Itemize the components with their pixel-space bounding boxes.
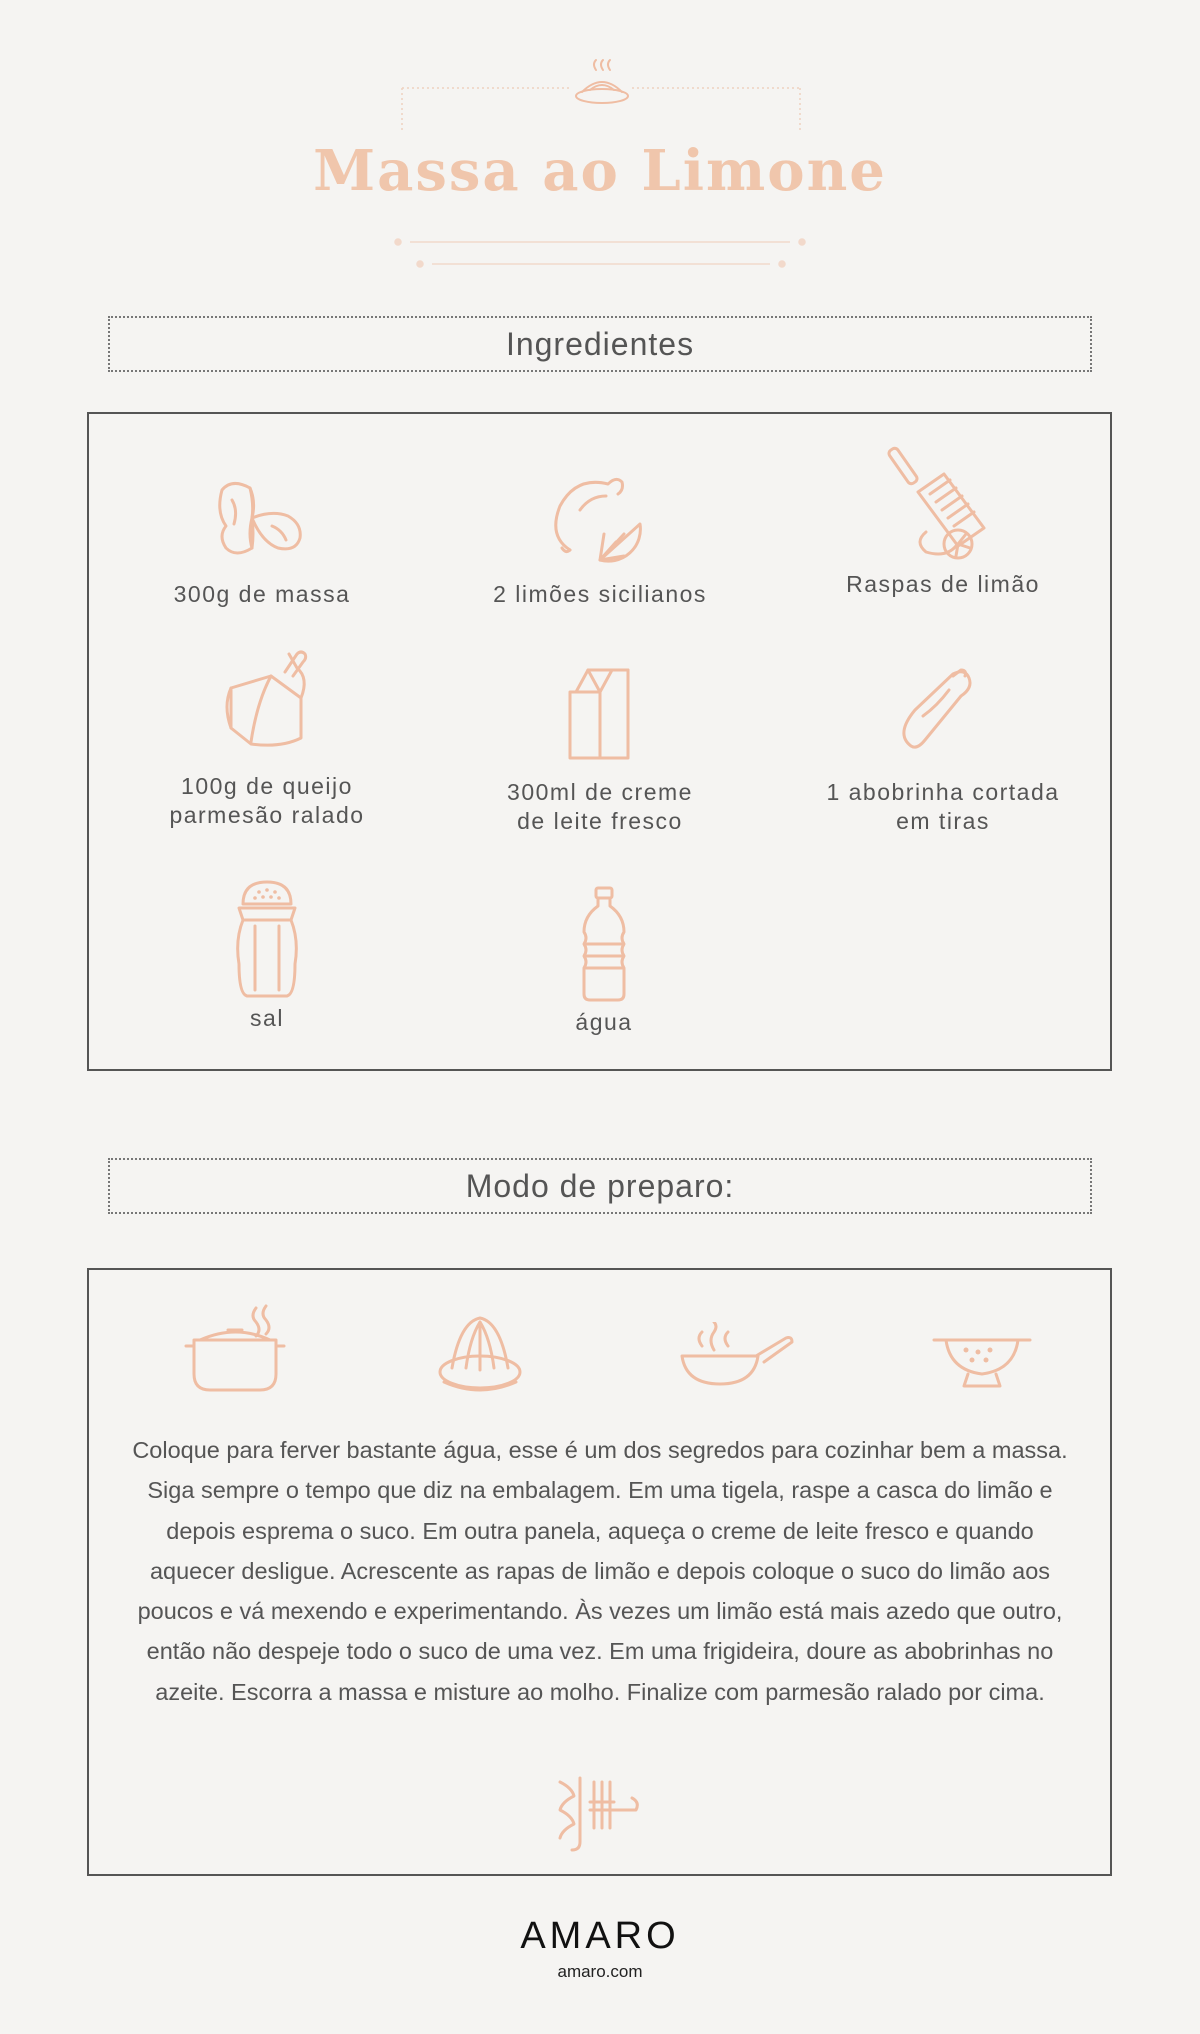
- frying-pan-icon: [678, 1322, 798, 1392]
- fork-pasta-icon: [554, 1774, 644, 1854]
- brand-logo: AMARO: [520, 1915, 680, 1957]
- ingredient-item: [773, 440, 1113, 599]
- pot-icon: [180, 1300, 290, 1400]
- ingredient-label: água: [575, 1009, 633, 1035]
- salt-shaker-icon: [207, 878, 327, 1002]
- ingredient-item: [434, 886, 774, 1037]
- farfalle-pasta-icon: [202, 470, 322, 570]
- water-bottle-icon: [544, 886, 664, 1002]
- ingredient-item: [97, 648, 437, 830]
- juicer-icon: [430, 1310, 530, 1400]
- ingredient-label: 2 limões sicilianos: [493, 581, 707, 607]
- ingredient-label: Raspas de limão: [846, 571, 1040, 597]
- milk-carton-icon: [540, 660, 660, 760]
- ingredient-label: sal: [250, 1005, 284, 1031]
- method-text: Coloque para ferver bastante água, esse é um dos segredos para cozinhar bem a massa. Siga sempre o tempo que diz na embalagem. Em uma tigela, raspe a casca do limão e depois esprema o suco. Em outra panela, aqueça o creme de leite fresco e quando aquecer desligue. Acrescente as rapas de limão e depois coloque o suco do limão aos poucos e vá mexendo e experimentando. Às vezes um limão está mais azedo que outro, então não despeje todo o suco de uma vez. Em uma frigideira, doure as abobrinhas no azeite. Escorra a massa e misture ao molho. Finalize com parmesão ralado por cima.: [132, 1437, 1068, 1705]
- ingredients-heading-box: [108, 316, 1092, 372]
- ingredient-label: 300ml de creme de leite fresco: [507, 779, 693, 834]
- grater-icon: [878, 440, 1008, 570]
- ingredient-item: [773, 660, 1113, 836]
- ingredient-item: [430, 470, 770, 609]
- ingredient-label: 100g de queijo parmesão ralado: [169, 773, 365, 828]
- method-heading-box: [108, 1158, 1092, 1214]
- ingredient-item: [97, 878, 437, 1033]
- method-heading: Modo de preparo:: [465, 1167, 735, 1204]
- lemon-icon: [540, 470, 660, 570]
- ingredient-label: 1 abobrinha cortada em tiras: [826, 779, 1060, 834]
- ingredients-heading: Ingredientes: [505, 325, 695, 362]
- ingredient-item: [430, 660, 770, 836]
- pasta-plate-icon: [576, 60, 628, 103]
- recipe-title: Massa ao Limone: [313, 138, 887, 204]
- colander-icon: [928, 1330, 1038, 1400]
- cheese-icon: [207, 648, 327, 756]
- ingredient-item: [92, 470, 432, 609]
- zucchini-icon: [883, 660, 1003, 760]
- ingredient-label: 300g de massa: [173, 581, 351, 607]
- brand-url[interactable]: amaro.com: [557, 1962, 643, 1981]
